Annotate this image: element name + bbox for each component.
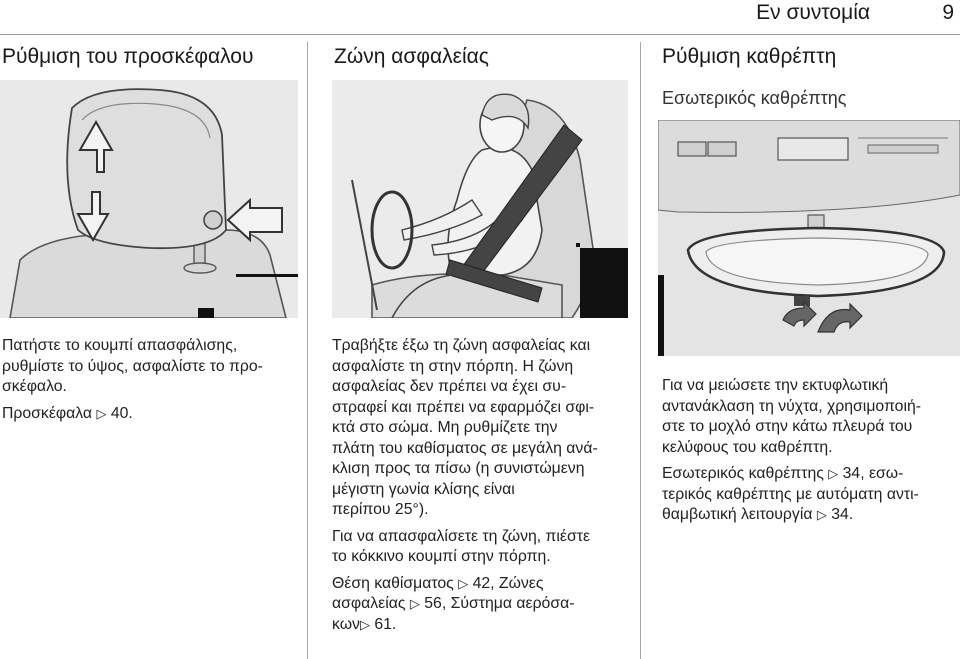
col3-crossrefs[interactable]: Εσωτερικός καθρέπτης ▷ 34, εσω- τερικός καθρέπτης με αυτόματη αντι- θαμβωτική λειτουργία ▷ 34.	[662, 465, 919, 523]
triangle-right-outline-icon: ▷	[816, 507, 827, 522]
col2-crossrefs[interactable]: Θέση καθίσματος ▷ 42, Ζώνες ασφαλείας ▷ 56, Σύστημα αερόσα- κων▷ 61.	[332, 574, 575, 633]
col2-paragraph-1: Τραβήξτε έξω τη ζώνη ασφαλείας και ασφαλίστε τη στην πόρπη. Η ζώνη ασφαλείας δεν πρέπει να έχει συ- στραφεί και πρέπει να εφαρμόζει σφι- κτά στο σώμα. Μη ρυθμίζετε την πλάτη του καθίσματος σε μεγάλη ανά- κλιση προς τα πίσω (η συνιστώμενη μέγιστη γωνία κλίσης είναι περίπου 25°).	[332, 337, 598, 518]
col3-paragraph-1: Για να μειώσετε την εκτυφλωτική αντανάκλαση τη νύχτα, χρησιμοποιή- στε το μοχλό στην κάτω πλευρά του κελύφους του καθρέπτη.	[662, 377, 921, 456]
triangle-right-outline-icon: ▷	[409, 596, 420, 611]
col1-paragraph: Πατήστε το κουμπί απασφάλισης, ρυθμίστε το ύψος, ασφαλίστε το προ- σκέφαλο.	[2, 337, 263, 395]
running-header-section: Εν συντομία	[756, 1, 870, 24]
col3-instructions	[662, 376, 958, 532]
triangle-right-outline-icon: ▷	[96, 405, 107, 421]
col1-crossref[interactable]: Προσκέφαλα ▷ 40.	[2, 404, 133, 422]
col2-title: Ζώνη ασφαλείας	[334, 45, 489, 68]
mirror-illustration	[658, 120, 960, 356]
triangle-right-outline-icon: ▷	[458, 575, 469, 591]
col3-subtitle: Εσωτερικός καθρέπτης	[662, 88, 847, 108]
column-divider-2	[640, 42, 641, 659]
header-rule	[0, 34, 960, 35]
column-divider-1	[307, 42, 308, 659]
col1-instructions	[2, 336, 302, 430]
col3-title: Ρύθμιση καθρέπτη	[662, 45, 837, 68]
seatbelt-illustration	[332, 80, 628, 318]
col1-title: Ρύθμιση του προσκέφαλου	[2, 45, 254, 68]
headrest-illustration	[0, 80, 298, 318]
page-number: 9	[942, 1, 954, 24]
triangle-right-outline-icon: ▷	[828, 466, 839, 481]
triangle-right-outline-icon: ▷	[359, 616, 370, 632]
col2-paragraph-2: Για να απασφαλίσετε τη ζώνη, πιέστε το κόκκινο κουμπί στην πόρπη.	[332, 527, 591, 565]
col2-instructions	[332, 336, 637, 641]
